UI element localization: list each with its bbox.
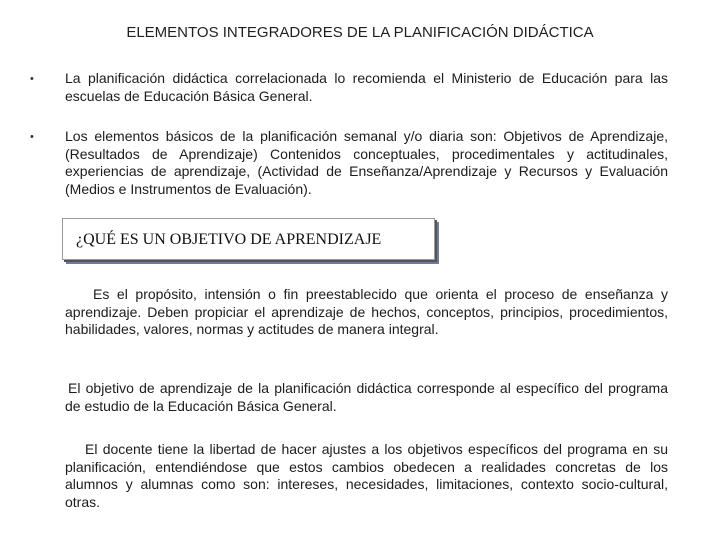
objective-paragraph: El objetivo de aprendizaje de la planificación didáctica corresponde al específico del programa de estudio de la Educación Básica General. <box>65 380 668 414</box>
question-heading: ¿QUÉ ES UN OBJETIVO DE APRENDIZAJE <box>76 231 382 248</box>
bullet-marker: • <box>30 131 34 143</box>
teacher-paragraph: El docente tiene la libertad de hacer ajustes a los objetivos específicos del programa en su planificación, entendiéndose que estos cambios obedecen a realidades concretas de los alumnos y alumnas como son: intereses, necesidades, limitaciones, contexto socio-cultural, otras. <box>65 441 668 510</box>
definition-paragraph: Es el propósito, intensión o fin preestablecido que orienta el proceso de enseñanza y aprendizaje. Deben propiciar el aprendizaje de hechos, conceptos, principios, procedimientos, habilidades, valores, normas y actitudes de manera integral. <box>65 286 668 337</box>
bullet-text: La planificación didáctica correlacionada lo recomienda el Ministerio de Educación para las escuelas de Educación Básica General. <box>65 70 668 104</box>
question-box <box>62 218 435 260</box>
bullet-text: Los elementos básicos de la planificación semanal y/o diaria son: Objetivos de Aprendizaje, (Resultados de Aprendizaje) Contenidos conceptuales, procedimentales y actitudinales, experiencias de aprendizaje, (Actividad de Enseñanza/Aprendizaje y Recursos y Evaluación (Medios e Instrumentos de Evaluación). <box>65 128 668 197</box>
page-title: ELEMENTOS INTEGRADORES DE LA PLANIFICACIÓN DIDÁCTICA <box>126 24 594 41</box>
bullet-marker: • <box>30 73 34 85</box>
